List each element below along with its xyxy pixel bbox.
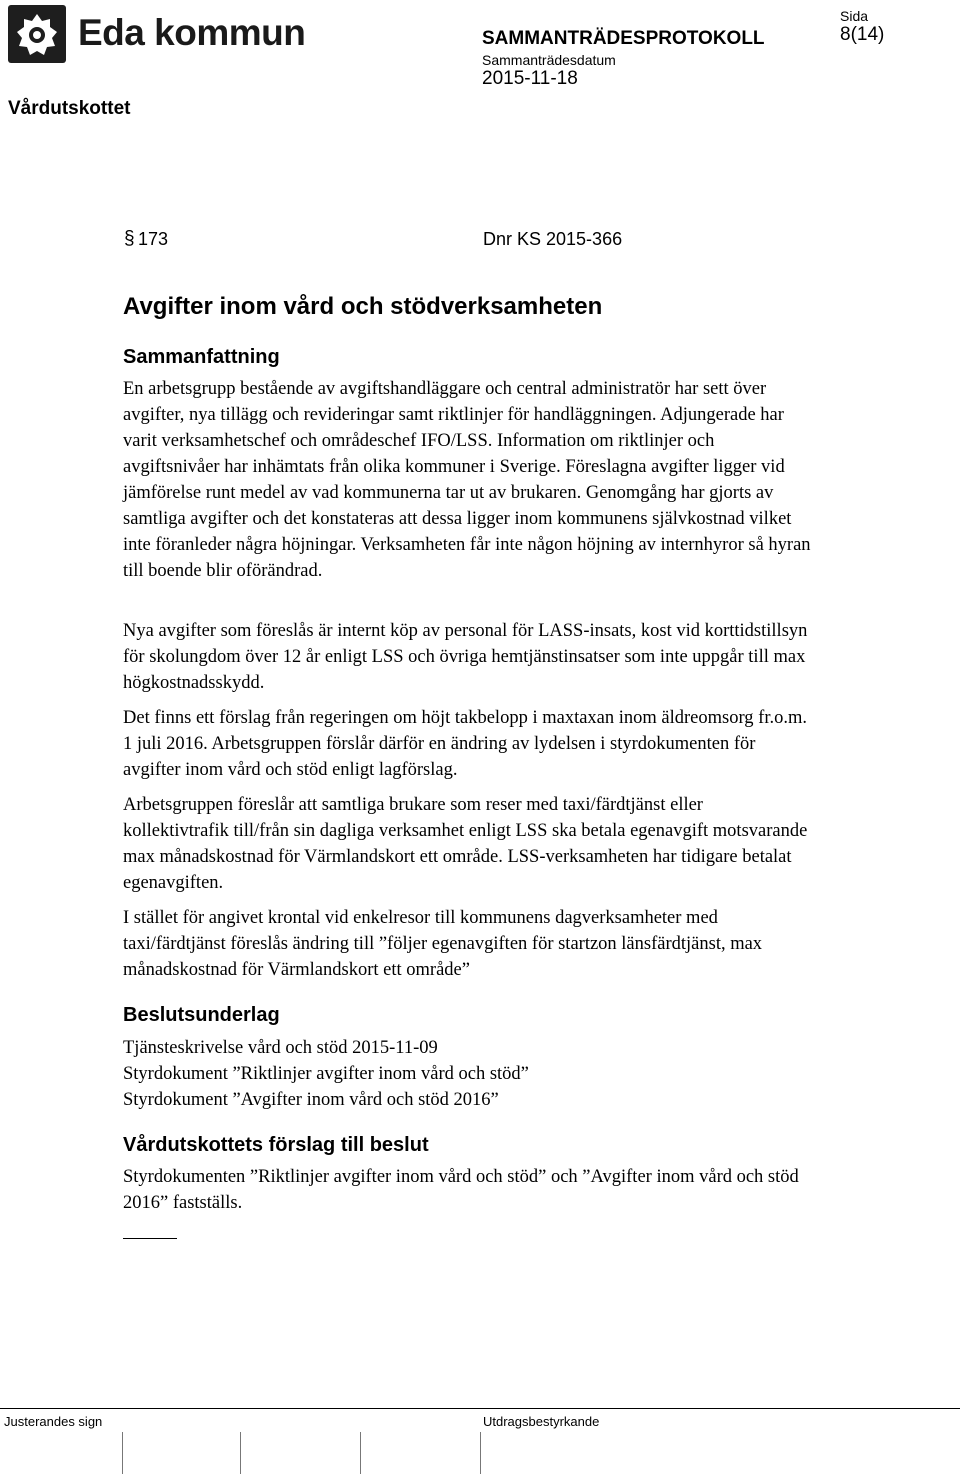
signature-box-divider (122, 1432, 123, 1474)
summary-paragraph-1: En arbetsgrupp bestående av avgiftshandläggare och central administratör har sett över avgifter, nya tillägg och revideringar samt riktlinjer för handläggningen. Adjungerade har varit verksamhetschef och områdeschef IFO/LSS. Information om riktlinjer och avgiftsnivåer har inhämtats från olika kommuner i Sverige. Föreslagna avgifter ligger vid jämförelse runt medel av vad kommunerna tar ut av brukaren. Genomgång har gjorts av samtliga avgifter och det konstateras att dessa ligger inom kommunens självkostnad vilket inte föranleder några höjningar. Verksamheten får inte någon höjning av internhyror så hyran till boende blir oförändrad. (123, 379, 811, 581)
signature-box-divider (480, 1432, 481, 1474)
meeting-date-label: Sammanträdesdatum (482, 52, 616, 68)
closing-rule (123, 1238, 177, 1239)
eda-kommun-logo-icon (8, 5, 66, 63)
case-number: Dnr KS 2015-366 (483, 229, 623, 249)
footer-divider (0, 1408, 960, 1409)
paragraph-sign: § (124, 228, 135, 249)
basis-item: Styrdokument ”Riktlinjer avgifter inom vård och stöd” (123, 1064, 529, 1084)
page-label: Sida (840, 8, 869, 24)
proposal-heading: Vårdutskottets förslag till beslut (123, 1134, 429, 1156)
page-number: 8(14) (840, 24, 885, 45)
logo-wordmark: Eda kommun (78, 12, 306, 53)
summary-paragraph-4: Arbetsgruppen föreslår att samtliga brukare som reser med taxi/färdtjänst eller kollektivtrafik till/från sin dagliga verksamhet enligt LSS ska betala egenavgift motsvarande max månadskostnad för Värmlandskort ett område. LSS-verksamheten har tidigare betalat egenavgiften. (123, 795, 808, 893)
basis-list (123, 1035, 813, 1113)
summary-paragraph-2: Nya avgifter som föreslås är internt köp av personal för LASS-insats, kost vid korttidstillsyn för skolungdom över 12 år enligt LSS och övriga hemtjänstinsatser som inte uppgår till max högkostnadsskydd. (123, 621, 808, 693)
proposal-text: Styrdokumenten ”Riktlinjer avgifter inom vård och stöd” och ”Avgifter inom vård och stöd 2016” fastställs. (123, 1167, 799, 1213)
summary-paragraph-3: Det finns ett förslag från regeringen om höjt takbelopp i maxtaxan inom äldreomsorg fr.o.m. 1 juli 2016. Arbetsgruppen förslår därför en ändring av lydelsen i styrdokumenten för avgifter inom vård och stöd enligt lagförslag. (123, 708, 807, 780)
basis-heading: Beslutsunderlag (123, 1004, 280, 1026)
summary-paragraph-5: I stället för angivet krontal vid enkelresor till kommunens dagverksamheter med taxi/färdtjänst föreslås ändring till ”följer egenavgiften för startzon länsfärdtjänst, max månadskostnad för Värmlandskort ett område” (123, 908, 763, 980)
signature-box-divider (240, 1432, 241, 1474)
summary-heading: Sammanfattning (123, 346, 280, 368)
committee-name: Vårdutskottet (8, 98, 131, 119)
document-type: SAMMANTRÄDESPROTOKOLL (482, 28, 765, 49)
paragraph-number: 173 (138, 229, 169, 249)
signature-box-divider (360, 1432, 361, 1474)
basis-item: Tjänsteskrivelse vård och stöd 2015-11-09 (123, 1038, 438, 1058)
certification-label: Utdragsbestyrkande (483, 1414, 600, 1429)
item-title: Avgifter inom vård och stödverksamheten (123, 293, 603, 320)
basis-item: Styrdokument ”Avgifter inom vård och stöd 2016” (123, 1090, 499, 1110)
meeting-date: 2015-11-18 (482, 68, 578, 89)
signature-label: Justerandes sign (4, 1414, 103, 1429)
